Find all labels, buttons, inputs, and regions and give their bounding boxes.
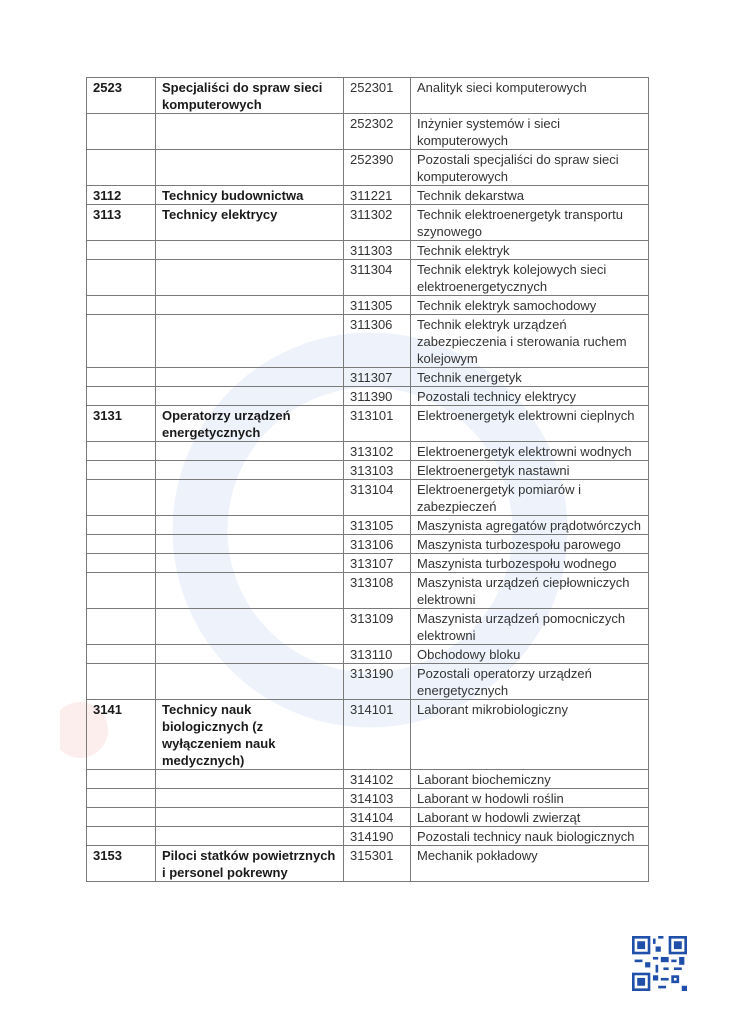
group-code-cell	[87, 554, 156, 573]
occupation-code-cell: 311307	[344, 368, 411, 387]
occupation-name-cell: Maszynista turbozespołu wodnego	[411, 554, 649, 573]
occupation-name-cell: Analityk sieci komputerowych	[411, 78, 649, 114]
table-row	[87, 770, 649, 789]
occupation-name-cell: Elektroenergetyk nastawni	[411, 461, 649, 480]
occupation-name-cell: Elektroenergetyk elektrowni cieplnych	[411, 406, 649, 442]
table-row	[87, 554, 649, 573]
group-code-cell	[87, 770, 156, 789]
table-row	[87, 609, 649, 645]
occupation-code-cell: 311305	[344, 296, 411, 315]
group-code-cell: 2523	[87, 78, 156, 114]
group-name-cell	[156, 315, 344, 368]
group-name-cell	[156, 609, 344, 645]
group-code-cell	[87, 150, 156, 186]
occupation-code-cell: 313104	[344, 480, 411, 516]
occupation-code-cell: 313109	[344, 609, 411, 645]
group-code-cell: 3153	[87, 846, 156, 882]
occupation-code-cell: 252301	[344, 78, 411, 114]
occupation-code-cell: 313102	[344, 442, 411, 461]
group-name-cell	[156, 645, 344, 664]
group-name-cell	[156, 241, 344, 260]
table-row	[87, 205, 649, 241]
occupation-code-cell: 313103	[344, 461, 411, 480]
table-row	[87, 700, 649, 770]
group-name-cell	[156, 808, 344, 827]
group-name-cell	[156, 480, 344, 516]
occupation-code-cell: 311303	[344, 241, 411, 260]
occupation-code-cell: 314102	[344, 770, 411, 789]
group-code-cell	[87, 442, 156, 461]
table-row	[87, 645, 649, 664]
group-name-cell	[156, 770, 344, 789]
occupation-code-cell: 311304	[344, 260, 411, 296]
group-name-cell	[156, 461, 344, 480]
group-name-cell	[156, 387, 344, 406]
group-name-cell	[156, 442, 344, 461]
group-code-cell	[87, 387, 156, 406]
table-row	[87, 315, 649, 368]
group-name-cell	[156, 368, 344, 387]
occupation-name-cell: Technik elektryk	[411, 241, 649, 260]
group-name-cell: Operatorzy urządzeń energetycznych	[156, 406, 344, 442]
table-row	[87, 789, 649, 808]
occupation-code-cell: 313190	[344, 664, 411, 700]
group-code-cell	[87, 808, 156, 827]
occupation-code-cell: 313108	[344, 573, 411, 609]
occupation-name-cell: Technik dekarstwa	[411, 186, 649, 205]
table-row	[87, 808, 649, 827]
table-row	[87, 573, 649, 609]
table-row	[87, 664, 649, 700]
group-name-cell	[156, 789, 344, 808]
table-row	[87, 114, 649, 150]
table-row	[87, 461, 649, 480]
group-name-cell	[156, 554, 344, 573]
occupation-name-cell: Laborant biochemiczny	[411, 770, 649, 789]
occupation-code-cell: 313107	[344, 554, 411, 573]
occupation-name-cell: Technik elektroenergetyk transportu szynowego	[411, 205, 649, 241]
table-row	[87, 535, 649, 554]
group-code-cell: 3112	[87, 186, 156, 205]
occupation-code-cell: 311221	[344, 186, 411, 205]
group-code-cell	[87, 368, 156, 387]
occupation-name-cell: Elektroenergetyk pomiarów i zabezpieczeń	[411, 480, 649, 516]
group-name-cell	[156, 150, 344, 186]
occupation-name-cell: Laborant w hodowli roślin	[411, 789, 649, 808]
occupation-code-cell: 313105	[344, 516, 411, 535]
group-name-cell	[156, 535, 344, 554]
occupation-name-cell: Pozostali specjaliści do spraw sieci komputerowych	[411, 150, 649, 186]
group-name-cell: Piloci statków powietrznych i personel pokrewny	[156, 846, 344, 882]
group-name-cell	[156, 296, 344, 315]
table-row	[87, 150, 649, 186]
table-row	[87, 827, 649, 846]
table-row	[87, 516, 649, 535]
occupation-code-cell: 314104	[344, 808, 411, 827]
occupation-code-cell: 252302	[344, 114, 411, 150]
table-row	[87, 241, 649, 260]
group-name-cell: Technicy elektrycy	[156, 205, 344, 241]
occupation-name-cell: Technik elektryk kolejowych sieci elektroenergetycznych	[411, 260, 649, 296]
table-row	[87, 78, 649, 114]
occupation-code-cell: 313110	[344, 645, 411, 664]
occupation-code-cell: 314101	[344, 700, 411, 770]
table-row	[87, 846, 649, 882]
occupation-name-cell: Laborant mikrobiologiczny	[411, 700, 649, 770]
occupation-name-cell: Pozostali operatorzy urządzeń energetycznych	[411, 664, 649, 700]
occupation-name-cell: Maszynista urządzeń pomocniczych elektrowni	[411, 609, 649, 645]
group-code-cell: 3141	[87, 700, 156, 770]
group-code-cell	[87, 645, 156, 664]
table-row	[87, 368, 649, 387]
group-code-cell: 3113	[87, 205, 156, 241]
occupation-name-cell: Technik energetyk	[411, 368, 649, 387]
group-code-cell	[87, 114, 156, 150]
table-row	[87, 186, 649, 205]
group-name-cell: Technicy nauk biologicznych (z wyłączeniem nauk medycznych)	[156, 700, 344, 770]
occupation-table	[86, 77, 649, 882]
group-code-cell	[87, 315, 156, 368]
occupation-name-cell: Technik elektryk samochodowy	[411, 296, 649, 315]
group-code-cell: 3131	[87, 406, 156, 442]
occupation-code-cell: 311306	[344, 315, 411, 368]
group-code-cell	[87, 480, 156, 516]
occupation-code-cell: 314103	[344, 789, 411, 808]
group-code-cell	[87, 516, 156, 535]
occupation-code-cell: 313106	[344, 535, 411, 554]
group-name-cell	[156, 827, 344, 846]
occupation-code-cell: 311390	[344, 387, 411, 406]
occupation-code-cell: 314190	[344, 827, 411, 846]
occupation-code-cell: 252390	[344, 150, 411, 186]
occupation-name-cell: Maszynista agregatów prądotwórczych	[411, 516, 649, 535]
occupation-name-cell: Maszynista urządzeń ciepłowniczych elektrowni	[411, 573, 649, 609]
group-code-cell	[87, 789, 156, 808]
group-code-cell	[87, 827, 156, 846]
occupation-name-cell: Pozostali technicy elektrycy	[411, 387, 649, 406]
group-code-cell	[87, 664, 156, 700]
table-row	[87, 260, 649, 296]
group-code-cell	[87, 260, 156, 296]
group-code-cell	[87, 461, 156, 480]
table-row	[87, 480, 649, 516]
occupation-name-cell: Elektroenergetyk elektrowni wodnych	[411, 442, 649, 461]
table-row	[87, 296, 649, 315]
occupation-name-cell: Inżynier systemów i sieci komputerowych	[411, 114, 649, 150]
occupation-name-cell: Laborant w hodowli zwierząt	[411, 808, 649, 827]
group-name-cell	[156, 516, 344, 535]
group-name-cell: Technicy budownictwa	[156, 186, 344, 205]
group-name-cell	[156, 260, 344, 296]
group-code-cell	[87, 609, 156, 645]
occupation-name-cell: Obchodowy bloku	[411, 645, 649, 664]
group-name-cell	[156, 664, 344, 700]
occupation-name-cell: Maszynista turbozespołu parowego	[411, 535, 649, 554]
table-row	[87, 387, 649, 406]
group-name-cell	[156, 573, 344, 609]
group-name-cell: Specjaliści do spraw sieci komputerowych	[156, 78, 344, 114]
group-code-cell	[87, 573, 156, 609]
occupation-name-cell: Pozostali technicy nauk biologicznych	[411, 827, 649, 846]
occupation-code-cell: 311302	[344, 205, 411, 241]
group-code-cell	[87, 535, 156, 554]
qr-code-icon[interactable]	[632, 936, 687, 991]
occupation-name-cell: Technik elektryk urządzeń zabezpieczenia i sterowania ruchem kolejowym	[411, 315, 649, 368]
group-name-cell	[156, 114, 344, 150]
occupation-name-cell: Mechanik pokładowy	[411, 846, 649, 882]
occupation-code-cell: 315301	[344, 846, 411, 882]
group-code-cell	[87, 241, 156, 260]
table-row	[87, 406, 649, 442]
group-code-cell	[87, 296, 156, 315]
occupation-code-cell: 313101	[344, 406, 411, 442]
table-row	[87, 442, 649, 461]
